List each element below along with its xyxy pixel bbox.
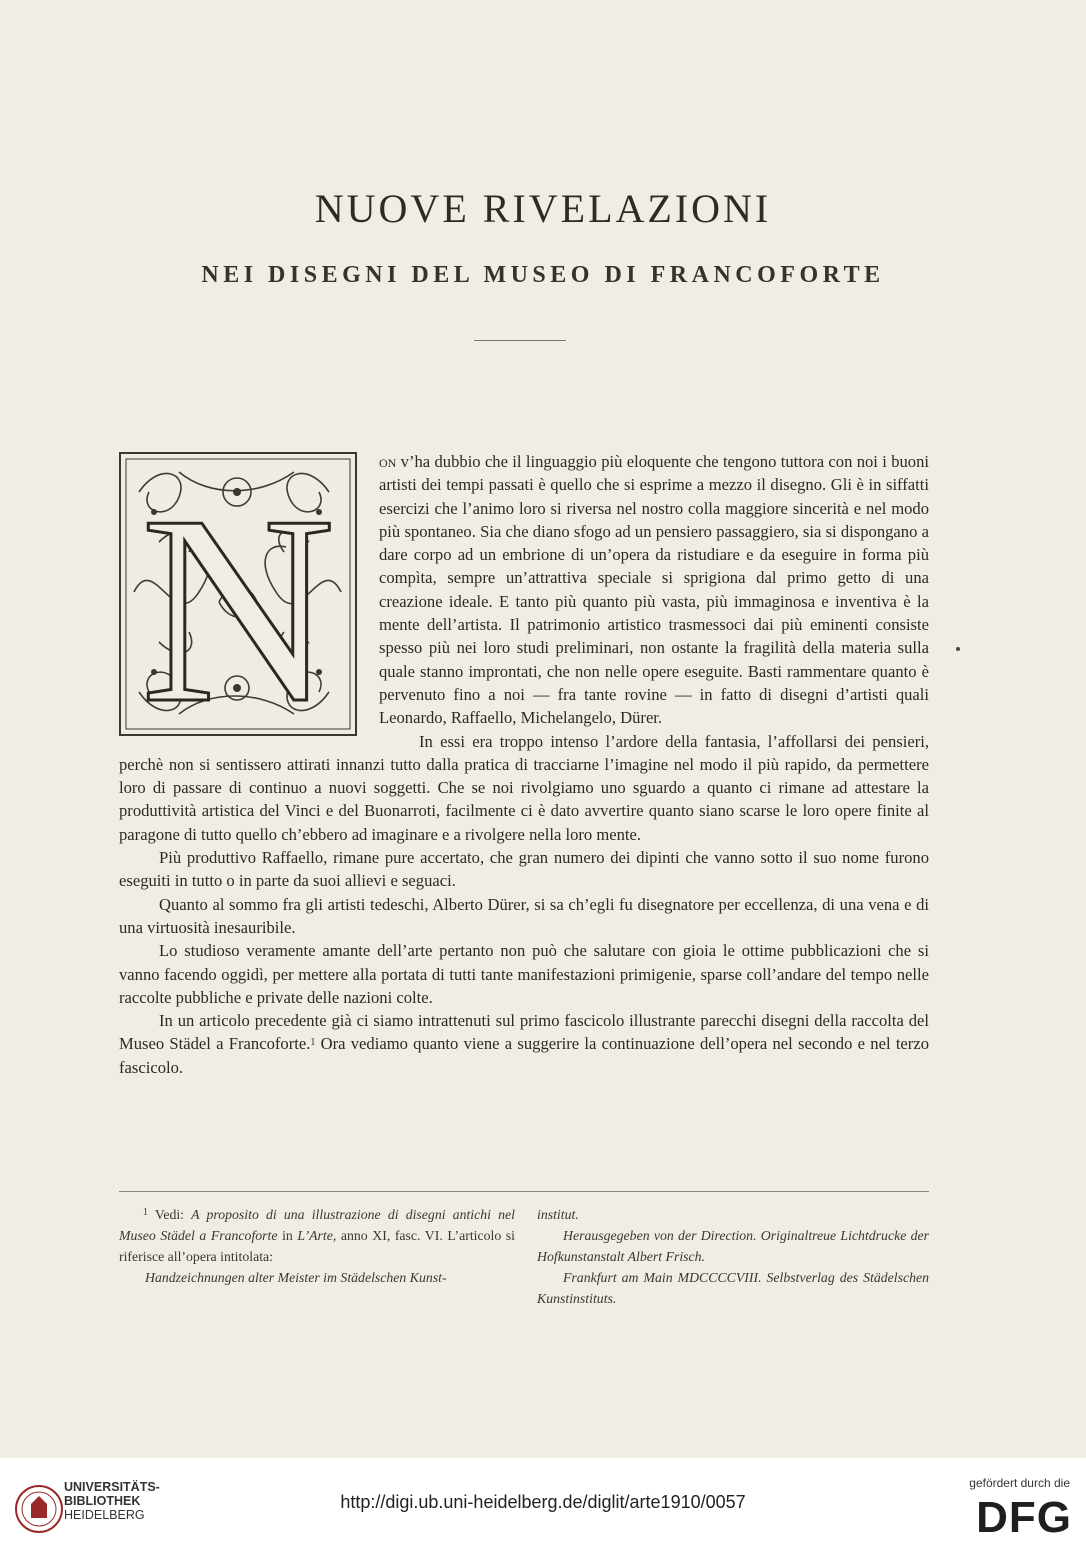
title-divider	[474, 340, 566, 341]
dfg-logo: DFG	[976, 1493, 1072, 1542]
article-body	[119, 450, 929, 1079]
funding-note: gefördert durch die	[969, 1476, 1070, 1490]
footnote-column-right	[537, 1204, 929, 1309]
footnote-imprint: Frankfurt am Main MDCCCCVIII. Selbstverlag des Städelschen Kunstinstituts.	[537, 1270, 929, 1306]
margin-mark	[956, 647, 960, 651]
paragraph-5: Lo studioso veramente amante dell’arte pertanto non può che salutare con gioia le ottime pubblicazioni che si vanno facendo oggidì, per mettere alla portata di tutti tante manifestazioni primigenie, sparse coll’andare del tempo nelle raccolte pubbliche e private delle nazioni colte.	[119, 941, 929, 1007]
footnote-text: $^1$ Vedi: A proposito di una illustrazione di disegni antichi nel Museo Städel a Francoforte in L’Arte, anno XI, fasc. VI. L’articolo si riferisce all’opera intitolata:	[119, 1207, 515, 1264]
footnote-ref-title: A proposito di una illustrazione di disegni antichi nel Museo Städel a Francoforte	[119, 1207, 515, 1243]
paragraph-4: Quanto al sommo fra gli artisti tedeschi, Alberto Dürer, si sa ch’egli fu disegnatore per eccellenza, di una vena e di una virtuosità inesauribile.	[119, 894, 929, 937]
footnote-marker[interactable]: 1	[310, 1037, 316, 1049]
footnote-publisher: Herausgegeben von der Direction. Originaltreue Lichtdrucke der Hofkunstanstalt Albert Frisch.	[537, 1228, 929, 1264]
footnote-column-left	[119, 1204, 515, 1288]
article-subtitle: NEI DISEGNI DEL MUSEO DI FRANCOFORTE	[201, 262, 885, 288]
footnote-work-title: Handzeichnungen alter Meister im Städelschen Kunst-	[145, 1270, 447, 1285]
footnote-work-title-end: institut.	[537, 1207, 579, 1222]
university-library-label: UNIVERSITÄTS- BIBLIOTHEK HEIDELBERG	[64, 1480, 160, 1522]
ornament-initial-n-icon	[119, 452, 357, 736]
digitization-footer	[0, 1458, 1086, 1551]
initial-letter: N	[140, 460, 336, 736]
paragraph-1-text: v’ha dubbio che il linguaggio più eloquente che tengono tuttora con noi i buoni artisti dei tempi passati è quello che si esprime a mezzo il disegno. Gli è in siffatti esercizi che l’animo loro si riversa nel nostro colla maggiore sincerità e nel modo più spontaneo. Sia che diano sfogo ad un pensiero passaggiero, sia si dispongano a dare corpo ad un embrione di un’opera da ristudiare e da eseguire in forma più compìta, sempre un’attrattiva speciale si sprigiona dal primo getto di una creazione ideale. E tanto più quanto più vasta, più immaginosa e inventiva è la mente dell’artista. Il patrimonio artistico trasmessoci dai più eminenti consiste spesso più nei loro studi preliminari, non ostante la fragilità della materia sulla quale stanno improntati, che non nelle opere eseguite. Basti rammentare quanto è pervenuto fino a noi — fra tante rovine — in fatto di disegni d’artisti quali Leonardo, Raffaello, Michelangelo, Dürer.	[379, 452, 929, 728]
paragraph-1	[119, 450, 929, 736]
paragraph-6: In un articolo precedente già ci siamo intrattenuti sul primo fascicolo illustrante parecchi disegni della raccolta del Museo Städel a Francoforte.$^1$ Ora vediamo quanto viene a suggerire la continuazione dell’opera nel secondo e nel terzo fascicolo.	[119, 1011, 929, 1077]
decorated-initial	[119, 452, 357, 736]
source-url-link[interactable]: http://digi.ub.uni-heidelberg.de/diglit/arte1910/0057	[340, 1492, 746, 1512]
article-title: NUOVE RIVELAZIONI	[314, 186, 772, 231]
paragraph-1-lead: on	[379, 452, 397, 471]
paragraph-3: Più produttivo Raffaello, rimane pure accertato, che gran numero dei dipinti che vanno sotto il suo nome furono eseguiti in tutto o in parte da suoi allievi e seguaci.	[119, 848, 929, 891]
paragraph-2: In essi era troppo intenso l’ardore della fantasia, l’affollarsi dei pensieri, perchè non si sentissero attirati innanzi tutto dalla pratica di tracciarne l’imagine nel modo il più rapido, da permettere loro di passare di continuo a nuovi soggetti. Che se noi rivolgiamo uno sguardo a quanto ci rimane ad attestare la produttività artistica del Vinci e del Buonarroti, facilmente ci è dato avvertire quanto siano scarse le loro opere finite al paragone di tutto quello ch’ebbero ad imaginare e a rivolgere nella loro mente.	[119, 731, 929, 844]
footnote-journal: L’Arte,	[297, 1228, 337, 1243]
footnote-divider	[119, 1191, 929, 1192]
